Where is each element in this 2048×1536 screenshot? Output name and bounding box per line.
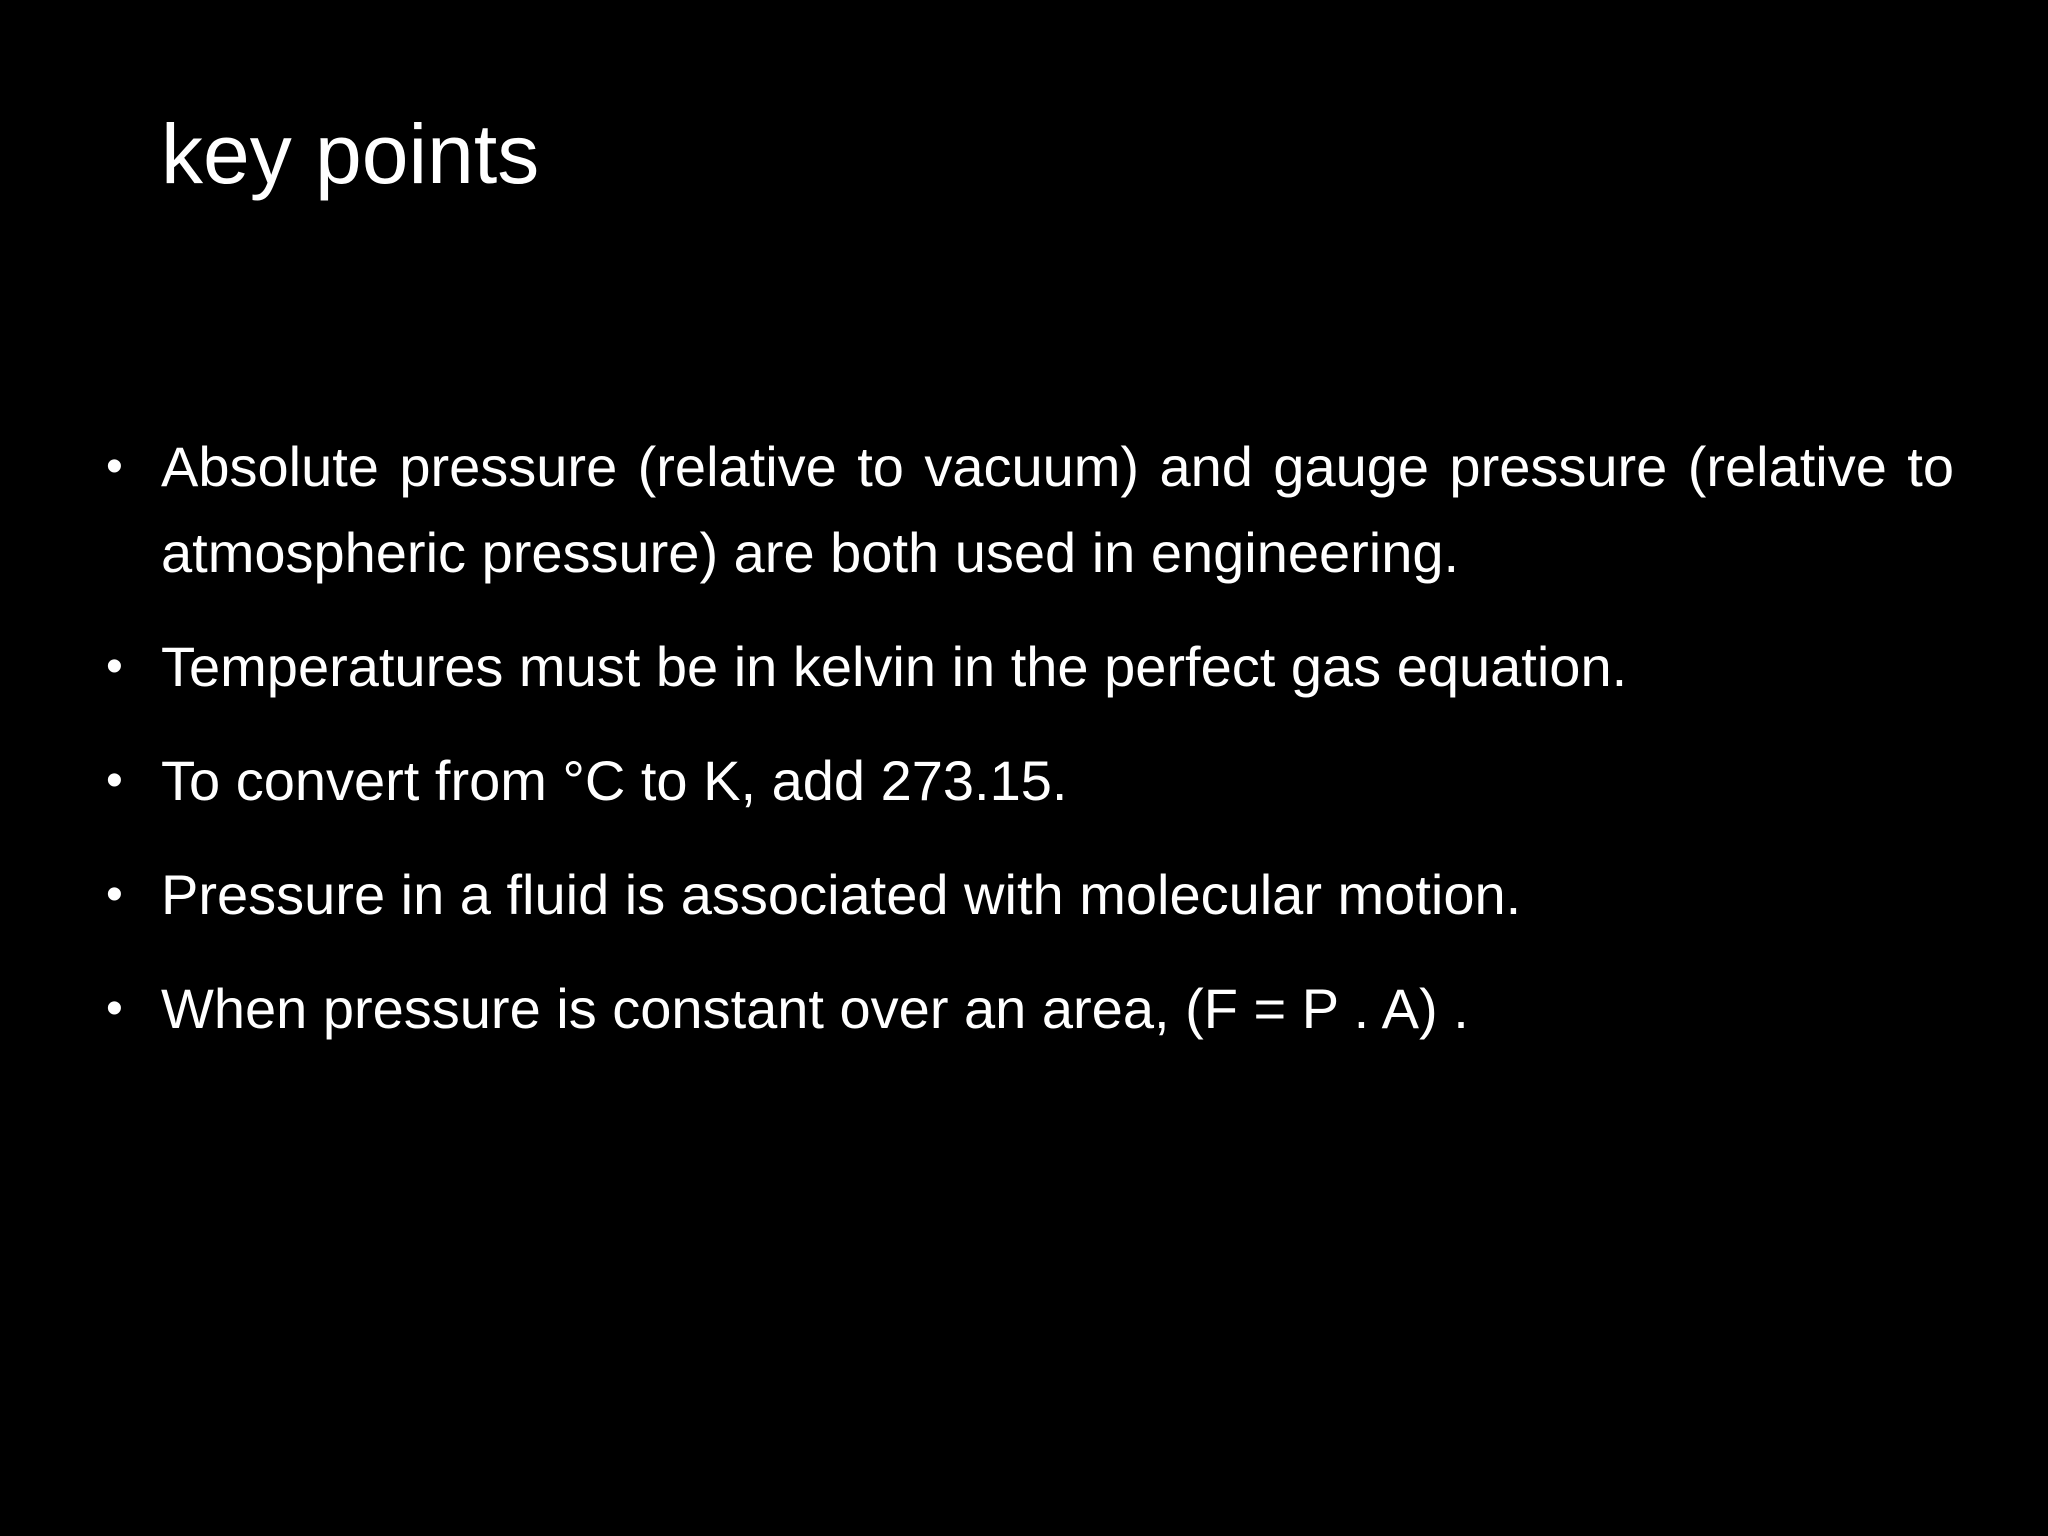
bullet-text: To convert from °C to K, add 273.15. [161,749,1068,812]
bullet-dot-icon: • [106,440,123,493]
bullet-item [106,966,1954,1052]
bullet-text: Pressure in a fluid is associated with molecular motion. [161,863,1522,926]
bullet-list [106,424,1954,1080]
bullet-dot-icon: • [106,754,123,807]
bullet-item [106,424,1954,596]
bullet-dot-icon: • [106,982,123,1035]
bullet-dot-icon: • [106,640,123,693]
bullet-item [106,852,1954,938]
bullet-text: Absolute pressure (relative to vacuum) and gauge pressure (relative to atmospheric pressure) are both used in engineering. [161,435,1954,584]
bullet-text: Temperatures must be in kelvin in the perfect gas equation. [161,635,1628,698]
bullet-item [106,624,1954,710]
bullet-dot-icon: • [106,868,123,921]
bullet-text: When pressure is constant over an area, (F = P . A) . [161,977,1469,1040]
slide-title: key points [161,107,540,201]
bullet-item [106,738,1954,824]
